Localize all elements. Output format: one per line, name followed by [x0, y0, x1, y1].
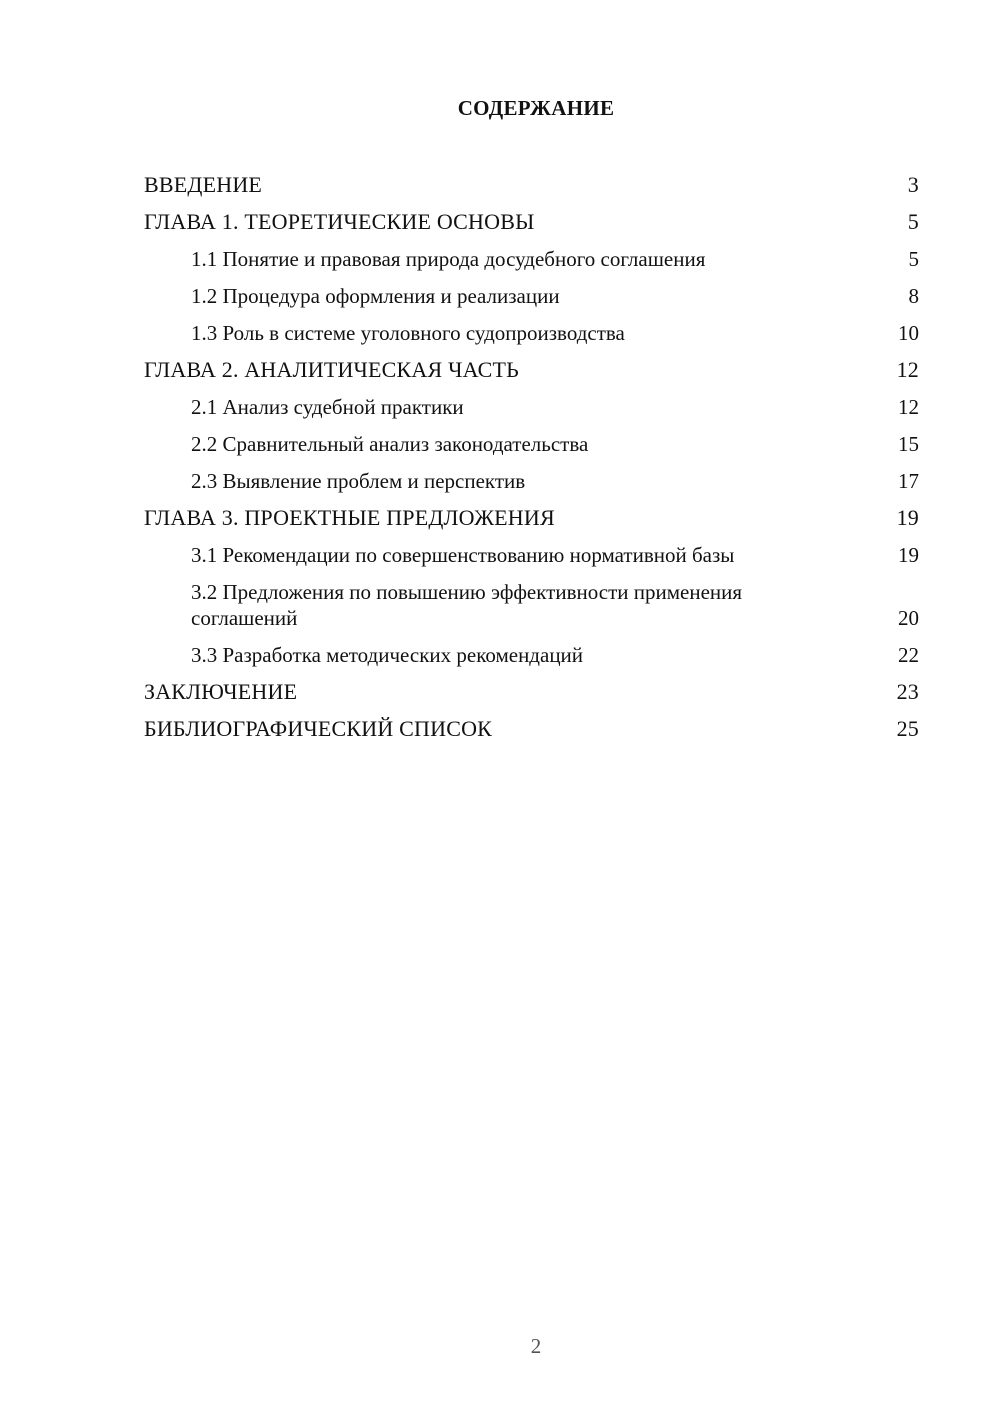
toc-title: СОДЕРЖАНИЕ — [457, 96, 615, 120]
toc-entry-page: 23 — [896, 679, 919, 704]
toc-entry-text: 1.3 Роль в системе уголовного судопроизводства — [191, 321, 625, 345]
toc-entry-page: 22 — [898, 643, 919, 667]
toc-entry-text: 1.1 Понятие и правовая природа досудебного соглашения — [191, 247, 706, 271]
toc-entry-section-2-3 — [144, 463, 919, 500]
toc-entry-section-2-2 — [144, 426, 919, 463]
toc-entry-chapter-3 — [144, 500, 919, 537]
toc-entry-introduction — [144, 167, 919, 204]
toc-entry-section-1-1 — [144, 241, 919, 278]
toc-entry-page: 19 — [898, 543, 919, 567]
toc-entry-text: 3.3 Разработка методических рекомендаций — [191, 643, 584, 667]
toc-entry-chapter-2 — [144, 352, 919, 389]
toc-entry-page: 5 — [907, 209, 919, 234]
toc-entry-text: 1.2 Процедура оформления и реализации — [191, 284, 560, 308]
toc-entry-text: ЗАКЛЮЧЕНИЕ — [144, 679, 298, 704]
toc-entry-page: 20 — [898, 606, 919, 630]
toc-entry-page: 12 — [896, 357, 919, 382]
toc-entry-text: ГЛАВА 2. АНАЛИТИЧЕСКАЯ ЧАСТЬ — [144, 357, 519, 382]
toc-entry-text: ВВЕДЕНИЕ — [144, 172, 263, 197]
toc-entry-page: 10 — [898, 321, 919, 345]
toc-entry-section-3-3 — [144, 637, 919, 674]
toc-entry-chapter-1 — [144, 204, 919, 241]
table-of-contents — [144, 167, 919, 748]
toc-entry-text: 2.2 Сравнительный анализ законодательства — [191, 432, 589, 456]
toc-entry-conclusion — [144, 674, 919, 711]
toc-entry-section-2-1 — [144, 389, 919, 426]
toc-entry-page: 15 — [898, 432, 919, 456]
toc-entry-page: 12 — [898, 395, 919, 419]
toc-entry-page: 5 — [908, 247, 919, 271]
toc-entry-text: ГЛАВА 1. ТЕОРЕТИЧЕСКИЕ ОСНОВЫ — [144, 209, 535, 234]
toc-entry-section-1-2 — [144, 278, 919, 315]
page-number: 2 — [530, 1334, 542, 1358]
toc-entry-text: 2.1 Анализ судебной практики — [191, 395, 464, 419]
toc-entry-section-3-2 — [144, 574, 919, 637]
toc-entry-section-3-1 — [144, 537, 919, 574]
toc-entry-text: 3.2 Предложения по повышению эффективности применения соглашений — [191, 580, 743, 630]
toc-entry-page: 3 — [907, 172, 919, 197]
toc-entry-text: БИБЛИОГРАФИЧЕСКИЙ СПИСОК — [144, 716, 493, 741]
toc-entry-page: 25 — [896, 716, 919, 741]
toc-entry-page: 17 — [898, 469, 919, 493]
toc-entry-page: 19 — [896, 505, 919, 530]
toc-entry-text: 2.3 Выявление проблем и перспектив — [191, 469, 526, 493]
toc-entry-page: 8 — [908, 284, 919, 308]
toc-entry-text: ГЛАВА 3. ПРОЕКТНЫЕ ПРЕДЛОЖЕНИЯ — [144, 505, 555, 530]
toc-entry-text: 3.1 Рекомендации по совершенствованию нормативной базы — [191, 543, 735, 567]
toc-entry-bibliography — [144, 711, 919, 748]
toc-entry-section-1-3 — [144, 315, 919, 352]
